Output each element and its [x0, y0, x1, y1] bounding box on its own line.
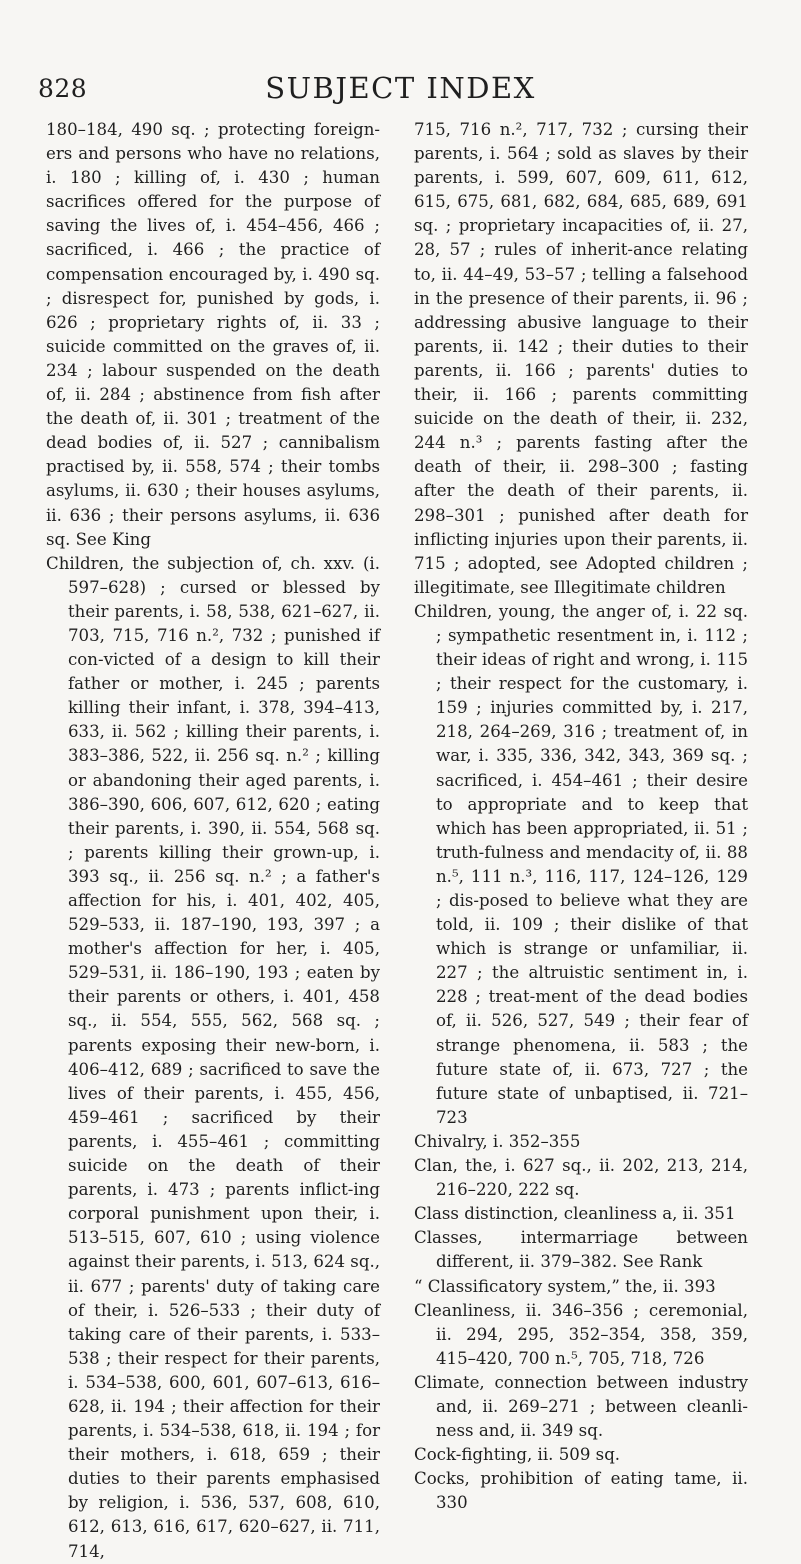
index-entry: Clan, the, i. 627 sq., ii. 202, 213, 214, 216–220, 222 sq. — [414, 1156, 748, 1200]
index-entry: Children, young, the anger of, i. 22 sq. ; sympathetic resentment in, i. 112 ; their ideas of right and wrong, i. 115 ; their respect for the customary, i. 159 ; injuries committed by, i. 217, 218, 264–269, 316 ; treatment of, in war, i. 335, 336, 342, 343, 369 sq. ; sacrificed, i. 454–461 ; their desire to appropriate and to keep that which has been appropriated, ii. 51 ; truth-fulness and mendacity of, ii. 88 n.⁵, 111 n.³, 116, 117, 124–126, 129 ; dis-posed to believe what they are told, ii. 109 ; their dislike of that which is strange or unfamiliar, ii. 227 ; the altruistic sentiment in, i. 228 ; treat-ment of the dead bodies of, ii. 526, 527, 549 ; their fear of strange phenomena, ii. 583 ; the future state of, ii. 673, 727 ; the future state of unbaptised, ii. 721–723 — [414, 601, 748, 1127]
left-column — [46, 118, 380, 1564]
index-entry: Class distinction, cleanliness a, ii. 351 — [414, 1204, 736, 1224]
index-entry: Cleanliness, ii. 346–356 ; ceremonial, ii. 294, 295, 352–354, 358, 359, 415–420, 700 n.⁵, 705, 718, 726 — [414, 1300, 748, 1368]
page-title: SUBJECT INDEX — [265, 71, 536, 105]
page-number: 828 — [38, 74, 88, 103]
index-entry: Climate, connection between industry and, ii. 269–271 ; between cleanli-ness and, ii. 349 sq. — [414, 1372, 748, 1441]
index-entry: 180–184, 490 sq. ; protecting foreign-ers and persons who have no relations, i. 180 ; killing of, i. 430 ; human sacrifices offered for the purpose of saving the lives of, i. 454–456, 466 ; sacrificed, i. 466 ; the practice of compensation encouraged by, i. 490 sq. ; disrespect for, punished by gods, i. 626 ; proprietary rights of, ii. 33 ; suicide committed on the graves of, ii. 234 ; labour suspended on the death of, ii. 284 ; abstinence from fish after the death of, ii. 301 ; treatment of the dead bodies of, ii. 527 ; cannibalism practised by, ii. 558, 574 ; their tombs asylums, ii. 630 ; their houses asylums, ii. 636 ; their persons asylums, ii. 636 sq. See King — [46, 120, 380, 549]
index-entry: Cocks, prohibition of eating tame, ii. 330 — [414, 1469, 748, 1513]
index-entry: Classes, intermarriage between different, ii. 379–382. See Rank — [414, 1228, 748, 1272]
index-entry: 715, 716 n.², 717, 732 ; cursing their parents, i. 564 ; sold as slaves by their parents, i. 599, 607, 609, 611, 612, 615, 675, 681, 682, 684, 685, 689, 691 sq. ; proprietary incapacities of, ii. 27, 28, 57 ; rules of inherit-ance relating to, ii. 44–49, 53–57 ; telling a falsehood in the presence of their parents, ii. 96 ; addressing abusive language to their parents, ii. 142 ; their duties to their parents, ii. 166 ; parents' duties to their, ii. 166 ; parents committing suicide on the death of their, ii. 232, 244 n.³ ; parents fasting after the death of their, ii. 298–300 ; fasting after the death of their parents, ii. 298–301 ; punished after death for inflicting injuries upon their parents, ii. 715 ; adopted, see Adopted children ; illegitimate, see Illegitimate children — [414, 120, 748, 597]
index-entry: Cock-fighting, ii. 509 sq. — [414, 1445, 621, 1465]
right-column — [414, 118, 748, 1515]
index-entry: Children, the subjection of, ch. xxv. (i. 597–628) ; cursed or blessed by their parents, i. 58, 538, 621–627, ii. 703, 715, 716 n.², 732 ; punished if con-victed of a design to kill their father or mother, i. 245 ; parents killing their infant, i. 378, 394–413, 633, ii. 562 ; killing their parents, i. 383–386, 522, ii. 256 sq. n.² ; killing or abandoning their aged parents, i. 386–390, 606, 607, 612, 620 ; eating their parents, i. 390, ii. 554, 568 sq. ; parents killing their grown-up, i. 393 sq., ii. 256 sq. n.² ; a father's affection for his, i. 401, 402, 405, 529–533, ii. 187–190, 193, 397 ; a mother's affection for her, i. 405, 529–531, ii. 186–190, 193 ; eaten by their parents or others, i. 401, 458 sq., ii. 554, 555, 562, 568 sq. ; parents exposing their new-born, i. 406–412, 689 ; sacrificed to save the lives of their parents, i. 455, 456, 459–461 ; sacrificed by their parents, i. 455–461 ; committing suicide on the death of their parents, i. 473 ; parents inflict-ing corporal punishment upon their, i. 513–515, 607, 610 ; using violence against their parents, i. 513, 624 sq., ii. 677 ; parents' duty of taking care of their, i. 526–533 ; their duty of taking care of their parents, i. 533–538 ; their respect for their parents, i. 534–538, 600, 601, 607–613, 616–628, ii. 194 ; their affection for their parents, i. 534–538, 618, ii. 194 ; for their mothers, i. 618, 659 ; their duties to their parents emphasised by religion, i. 536, 537, 608, 610, 612, 613, 616, 617, 620–627, ii. 711, 714, — [46, 553, 380, 1561]
index-entry: Chivalry, i. 352–355 — [414, 1131, 581, 1151]
index-entry: “ Classificatory system,” the, ii. 393 — [414, 1276, 716, 1296]
